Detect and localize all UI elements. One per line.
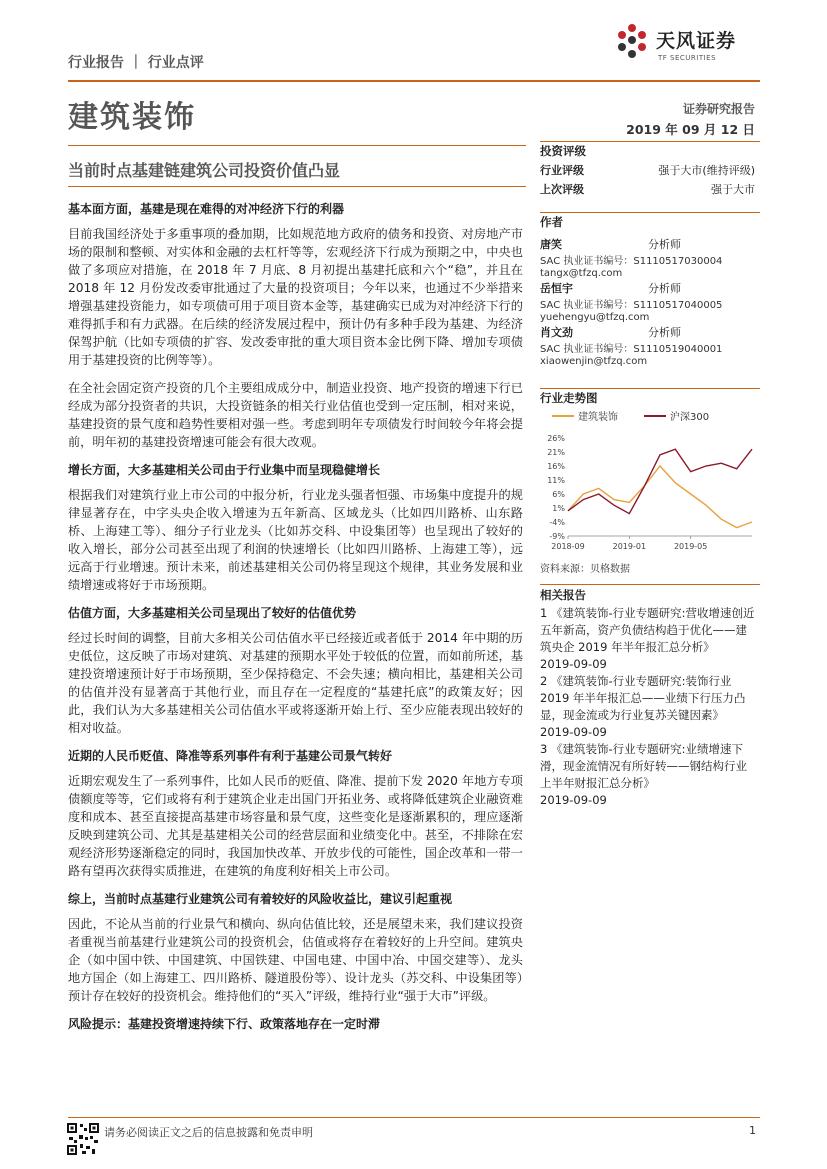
section-heading: 基本面方面，基建是现在难得的对冲经济下行的利器 <box>68 202 345 216</box>
header-rule <box>68 80 760 82</box>
rating-row <box>540 181 755 197</box>
headline: 当前时点基建链建筑公司投资价值凸显 <box>68 161 341 180</box>
rating-label: 上次评级 <box>540 183 584 196</box>
related-report-text[interactable]: 3 《建筑装饰-行业专题研究:业绩增速下滑，现金流情况有所好转——钢结构行业上半年财报汇总分析》 <box>540 742 747 790</box>
industry-title: 建筑装饰 <box>68 100 196 135</box>
related-report[interactable] <box>540 605 755 673</box>
logo-name: 天风证券 <box>656 30 737 52</box>
related-report-date: 2019-09-09 <box>540 657 607 671</box>
trend-source: 资料来源：贝格数据 <box>540 564 630 575</box>
x-tick-label: 2019-05 <box>673 542 708 551</box>
author-cert: SAC 执业证书编号：S1110517040005 <box>540 300 723 311</box>
series-line <box>568 466 752 528</box>
author-role: 分析师 <box>648 238 681 251</box>
body-content <box>68 200 523 1032</box>
rating-value: 强于大市 <box>711 183 755 196</box>
author-block <box>540 280 760 323</box>
report-date: 2019 年 09 月 12 日 <box>626 122 755 137</box>
y-tick-label: 21% <box>547 448 565 457</box>
rating-value: 强于大市(维持评级) <box>658 164 755 177</box>
legend-label: 沪深300 <box>670 412 710 423</box>
title-rule <box>68 145 526 146</box>
y-tick-label: 26% <box>547 434 565 443</box>
section-heading: 增长方面，大多基建相关公司由于行业集中而呈现稳健增长 <box>68 463 381 477</box>
headline-rule <box>68 186 526 187</box>
author-email[interactable]: yuehengyu@tfzq.com <box>540 312 650 323</box>
related-report-date: 2019-09-09 <box>540 793 607 807</box>
author-block <box>540 236 760 279</box>
y-tick-label: -9% <box>549 532 565 541</box>
paragraph: 经过长时间的调整，目前大多相关公司估值水平已经接近或者低于 2014 年中期的历史低位，这反映了市场对建筑、对基建的预期水平处于较低的位置，而如前所述，基建投资增速预计好于市场预期，至少保持稳定、不会失速；横向相比，基建相关公司的估值并没有显著高于其他行业，而且存在一定程度的“基建托底”的政策友好；因此，我们认为大多基建相关公司估值水平或将逐渐开始上行、至少应能表现出较好的相对收益。 <box>68 631 523 735</box>
rating-rule <box>540 141 760 142</box>
rating-title: 投资评级 <box>540 144 586 158</box>
trend-chart <box>540 408 760 558</box>
author-block <box>540 324 760 367</box>
related-report-date: 2019-09-09 <box>540 725 607 739</box>
authors-title: 作者 <box>540 215 563 229</box>
paragraph: 在全社会固定资产投资的几个主要组成成分中，制造业投资、地产投资的增速下行已经成为部分投资者的共识，大投资链条的相关行业估值也受到一定压制，相对来说，基建投资的景气度和趋势性要相对强一些。考虑到明年专项债发行时间较今年将会提前，明年初的基建投资增速可能会有很大改观。 <box>68 381 523 449</box>
author-email[interactable]: tangx@tfzq.com <box>540 268 623 279</box>
trend-rule <box>540 388 760 389</box>
risk-warning: 风险提示：基建投资增速持续下行、政策落地存在一定时滞 <box>68 1017 381 1031</box>
paragraph: 目前我国经济处于多重事项的叠加期，比如规范地方政府的债务和投资、对房地产市场的限制和整顿、对实体和金融的去杠杆等等，宏观经济下行成为预期之中，中央也做了多项应对措施，在 2018 年 7 月底、8 月初提出基建托底和六个“稳”，并且在 2018 年 12 月份发改委审批通过了大量的投资项目；今年以来，也通过不少举措来增强基建投资能力，如专项债可用于项目资本金等，基建确实已成为对冲经济下行的难得抓手和有力武器。在后续的经济发展过程中，预计仍有多种手段为基建、为经济保驾护航（比如专项债的扩容、发改委审批的重大项目资本金比例下降、增加专项债用于基建投资的比例等等）。 <box>68 227 523 367</box>
x-tick-label: 2018-09 <box>551 542 585 551</box>
author-role: 分析师 <box>648 326 681 339</box>
report-type: 证券研究报告 <box>682 102 755 116</box>
rating-row <box>540 162 755 178</box>
disclaimer: 请务必阅读正文之后的信息披露和免责申明 <box>104 1126 313 1139</box>
author-name: 岳恒宇 <box>540 282 573 295</box>
y-tick-label: 16% <box>547 462 565 471</box>
footer-rule <box>68 1117 760 1118</box>
section-heading: 综上，当前时点基建行业建筑公司有着较好的风险收益比，建议引起重视 <box>68 892 453 906</box>
authors-rule <box>540 212 760 213</box>
related-report-text[interactable]: 1 《建筑装饰-行业专题研究:营收增速创近五年新高，资产负债结构趋于优化——建筑央企 2019 年半年报汇总分析》 <box>540 606 755 654</box>
author-name: 肖文劲 <box>540 326 573 339</box>
page-number: 1 <box>749 1124 756 1137</box>
author-role: 分析师 <box>648 282 681 295</box>
logo <box>612 22 762 72</box>
logo-sub: TF SECURITIES <box>658 54 717 62</box>
related-report-text[interactable]: 2 《建筑装饰-行业专题研究:装饰行业 2019 年半年报汇总——业绩下行压力凸显，现金流或为行业复苏关键因素》 <box>540 674 746 722</box>
logo-mark-icon <box>612 22 652 66</box>
rating-label: 行业评级 <box>540 164 584 177</box>
legend-label: 建筑装饰 <box>578 412 618 423</box>
series-line <box>568 449 752 513</box>
paragraph: 因此，不论从当前的行业景气和横向、纵向估值比较，还是展望未来，我们建议投资者重视当前基建行业建筑公司的投资机会，估值或将存在着较好的上升空间。建筑央企（如中国中铁、中国建筑、中国铁建、中国电建、中国中冶、中国交建等）、龙头地方国企（如上海建工、四川路桥、隧道股份等）、设计龙头（苏交科、中设集团等）预计存在较好的投资机会。维持他们的“买入”评级，维持行业“强于大市”评级。 <box>68 917 523 1003</box>
author-name: 唐笑 <box>540 238 562 251</box>
section-heading: 估值方面，大多基建相关公司呈现出了较好的估值优势 <box>68 606 357 620</box>
related-report[interactable] <box>540 741 755 809</box>
author-email[interactable]: xiaowenjin@tfzq.com <box>540 356 648 367</box>
y-tick-label: 1% <box>552 504 565 513</box>
x-tick-label: 2019-01 <box>612 542 647 551</box>
y-tick-label: 11% <box>547 476 565 485</box>
y-tick-label: -4% <box>549 518 565 527</box>
trend-title: 行业走势图 <box>540 391 598 405</box>
related-report[interactable] <box>540 673 755 741</box>
section-heading: 近期的人民币贬值、降准等系列事件有利于基建公司景气转好 <box>68 749 393 763</box>
related-rule <box>540 584 760 585</box>
y-tick-label: 6% <box>552 490 565 499</box>
author-cert: SAC 执业证书编号：S1110519040001 <box>540 344 723 355</box>
related-title: 相关报告 <box>540 588 586 602</box>
report-category: 行业报告 ｜ 行业点评 <box>68 55 204 71</box>
author-cert: SAC 执业证书编号：S1110517030004 <box>540 256 723 267</box>
qr-code-icon <box>66 1122 100 1156</box>
paragraph: 近期宏观发生了一系列事件，比如人民币的贬值、降准、提前下发 2020 年地方专项债额度等等，它们或将有利于建筑企业走出国门开拓业务、或将降低建筑企业融资难度和成本、甚至直接提高基建市场容量和景气度，这些变化是逐渐累积的，理应逐渐反映到建筑公司、尤其是基建相关公司的经营层面和业绩变化中。甚至，不排除在宏观经济形势逐渐稳定的同时，我国加快改革、开放步伐的可能性，国企改革和一带一路有望再次获得实质推进，在建筑的角度利好相关上市公司。 <box>68 774 523 878</box>
paragraph: 根据我们对建筑行业上市公司的中报分析，行业龙头强者恒强、市场集中度提升的规律显著存在，中字头央企收入增速为五年新高、区域龙头（比如四川路桥、山东路桥、上海建工等）、细分子行业龙头（比如苏交科、中设集团等）也呈现出了较好的收入增长，部分公司甚至出现了利润的快速增长（比如四川路桥、上海建工等），远远高于行业增速。预计未来，前述基建相关公司仍将呈现这个规律，其业务发展和业绩增速或将好于市场预期。 <box>68 488 523 592</box>
